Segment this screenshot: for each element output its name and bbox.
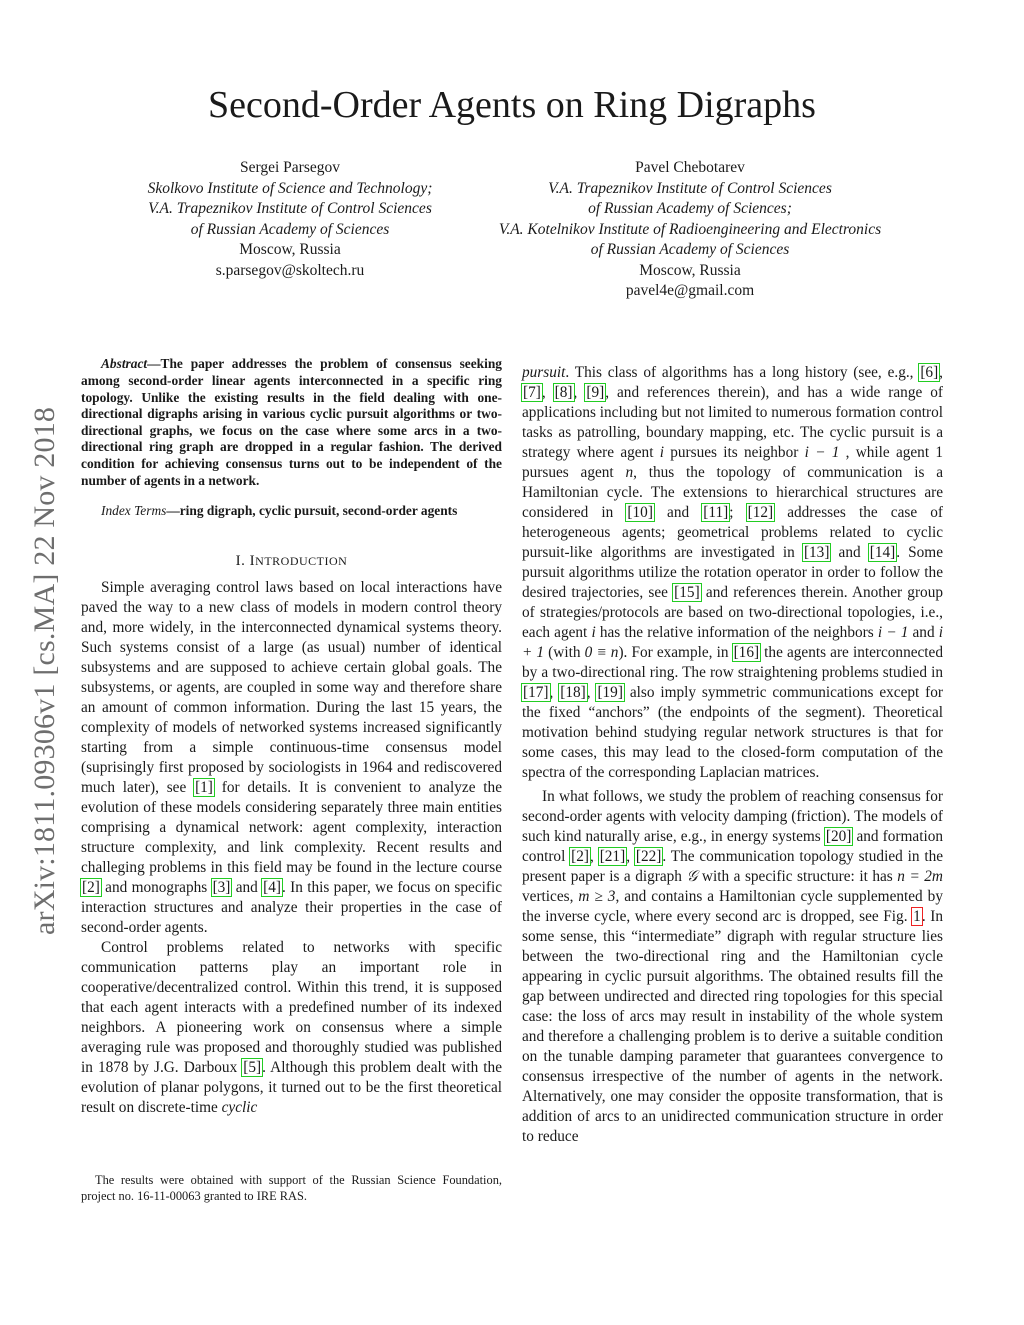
citation-link[interactable]: [2]	[82, 879, 100, 897]
index-terms	[81, 503, 502, 520]
citation-link[interactable]: [2]	[571, 848, 590, 865]
citation-link[interactable]: [10]	[627, 504, 653, 521]
paper-title: Second-Order Agents on Ring Digraphs	[208, 84, 816, 126]
footnote: The results were obtained with support of the Russian Science Foundation, project no. 16-11-00063 granted to IRE RAS.	[81, 1173, 502, 1203]
citation-link[interactable]: [4]	[263, 879, 281, 897]
author-affiliation: of Russian Academy of Sciences	[590, 241, 790, 258]
paragraph: In what follows, we study the problem of reaching consensus for second-order agents with velocity damping (friction). The models of such kind naturally arise, e.g., in energy systems [20] and formation control [2], [21], [22]. The communication topology studied in the present paper is a digraph 𝒢 with a specific structure: it has n = 2m vertices, m ≥ 3, and contains a Hamiltonian cycle supplemented by the inverse cycle, where every second arc is dropped, see Fig. 1. In some sense, this “intermediate” digraph with regular structure lies between the two-directional ring and the Hamiltonian cycle appearing in cyclic pursuit algorithms. The obtained results fill the gap between undirected and directed ring topologies for this special case: the loss of arcs may result in instability of the whole system and therefore a challenging problem is to derive a suitable condition on the tunable damping parameter that guarantees convergence to consensus irrespective of the number of agents in the network. Alternatively, one may consider the opposite transformation, that is addition of arcs to an unidirected communication structure in order to reduce	[522, 788, 944, 1145]
citation-link[interactable]: [9]	[586, 384, 605, 401]
citation-link[interactable]: [11]	[703, 504, 729, 521]
citation-link[interactable]: [20]	[825, 828, 852, 845]
author-affiliation: of Russian Academy of Sciences	[190, 220, 390, 238]
author-email: pavel4e@gmail.com	[625, 282, 755, 299]
abstract-text: —The paper addresses the problem of consensus seeking among second-order linear agents interconnected in a specific ring topology. Unlike the existing results in the field dealing with one-directional digraphs arising in various cyclic pursuit algorithms or two-directional graphs, we focus on the case where some arcs in a two-directional ring graph are dropped in a regular fashion. The derived condition for achieving consensus turns out to be independent of the number of agents in a network.	[81, 356, 502, 488]
author-affiliation: of Russian Academy of Sciences;	[588, 200, 792, 217]
author-affiliation: V.A. Trapeznikov Institute of Control Sciences	[548, 179, 832, 197]
citation-link[interactable]: [15]	[674, 584, 700, 601]
author-affiliation: V.A. Kotelnikov Institute of Radioengineering and Electronics	[498, 220, 882, 238]
author-affiliation: Skolkovo Institute of Science and Technology;	[147, 179, 433, 197]
citation-link[interactable]: [14]	[869, 544, 896, 561]
author-location: Moscow, Russia	[239, 241, 341, 258]
citation-link[interactable]: [3]	[212, 879, 231, 897]
abstract-label: Abstract	[101, 356, 148, 372]
citation-link[interactable]: [6]	[920, 364, 939, 381]
citation-link[interactable]: [5]	[243, 1059, 262, 1077]
author-affiliation: V.A. Trapeznikov Institute of Control Sciences	[148, 200, 432, 217]
author-email: s.parsegov@skoltech.ru	[215, 261, 365, 279]
arxiv-sidebar	[28, 406, 68, 936]
citation-link[interactable]: [21]	[599, 848, 626, 865]
paragraph: Simple averaging control laws based on local interactions have paved the way to a new class of models in modern control theory and, more widely, in the interconnected dynamical systems theory. Such systems consist of a large (as usual) number of identical subsystems and are supposed to achieve certain global goals. The subsystems, or agents, are coupled in some way and therefore share an amount of common information. During the last 15 years, the complexity of models of networked systems increased significantly starting from a simple continuous-time consensus model (suprisingly first proposed by sociologists in 1964 and rediscovered much later), see [1] for details. It is convenient to analyze the evolution of these models considering separately three main entities comprising a dynamical network: agent complexity, interaction structure complexity, and link complexity. Recent results and challeging problems in this field may be found in the lecture course [2] and monographs [3] and [4]. In this paper, we focus on specific interaction structures and analyze their properties in the case of second-order agents.	[81, 579, 502, 937]
paragraph: pursuit. This class of algorithms has a long history (see, e.g., [6], [7], [8], [9], and references therein), and has a wide range of applications including but not limited to numerous formation control tasks as patrolling, boundary mapping, etc. The cyclic pursuit is a strategy where agent i pursues its neighbor i − 1 , while agent 1 pursues agent n, thus the topology of communication is a Hamiltonian cycle. The extensions to hierarchical structures are considered in [10] and [11]; [12] addresses the case of heterogeneous agents; geometrical problems related to cyclic pursuit-like algorithms are investigated in [13] and [14]. Some pursuit algorithms utilize the rotation operator in order to follow the desired trajectories, see [15] and references therein. Another group of strategies/protocols are based on two-directional topologies, i.e., each agent i has the relative information of the neighbors i − 1 and i + 1 (with 0 ≡ n). For example, in [16] the agents are interconnected by a two-directional ring. The row straightening problems studied in [17], [18], [19] also imply symmetric communications except for the fixed “anchors” (the endpoints of the segment). Theoretical motivation behind studying regular network structures is that for some cases, this may lead to the closed-form computation of the spectra of the corresponding Laplacian matrices.	[522, 364, 944, 781]
citation-link[interactable]: [22]	[635, 848, 662, 865]
citation-link[interactable]: [13]	[803, 544, 830, 561]
paragraph: Control problems related to networks with specific communication patterns play an important role in cooperative/decentralized control. Within this trend, it is supposed that each agent interacts with a predefined number of its indexed neighbors. A pioneering work on consensus where a simple averaging rule was proposed and thoroughly studied was published in 1878 by J.G. Darboux [5]. Although this problem dealt with the evolution of planar polygons, it turned out to be the first theoretical result on discrete-time cyclic	[81, 939, 502, 1117]
author-name: Pavel Chebotarev	[635, 159, 745, 176]
figure-link[interactable]: 1	[913, 908, 921, 925]
citation-link[interactable]: [8]	[554, 384, 573, 401]
author-block-1	[90, 158, 490, 281]
citation-link[interactable]: [18]	[560, 684, 586, 701]
citation-link[interactable]: [19]	[597, 684, 623, 701]
citation-link[interactable]: [17]	[523, 684, 549, 701]
citation-link[interactable]: [7]	[523, 384, 541, 401]
index-terms-label: Index Terms	[101, 502, 167, 518]
left-column	[81, 343, 502, 1118]
arxiv-identifier: arXiv:1811.09306v1 [cs.MA] 22 Nov 2018	[28, 406, 61, 935]
citation-link[interactable]: [12]	[747, 504, 774, 521]
author-block-2	[460, 158, 920, 302]
section-heading-introduction: I. INTRODUCTION	[235, 553, 348, 570]
index-terms-text: —ring digraph, cyclic pursuit, second-order agents	[166, 502, 458, 518]
right-column	[522, 363, 943, 1147]
intro-body	[81, 578, 502, 1118]
citation-link[interactable]: [1]	[195, 779, 213, 797]
abstract	[81, 356, 502, 489]
citation-link[interactable]: [16]	[733, 644, 760, 661]
author-name: Sergei Parsegov	[239, 159, 341, 176]
author-location: Moscow, Russia	[639, 261, 741, 279]
